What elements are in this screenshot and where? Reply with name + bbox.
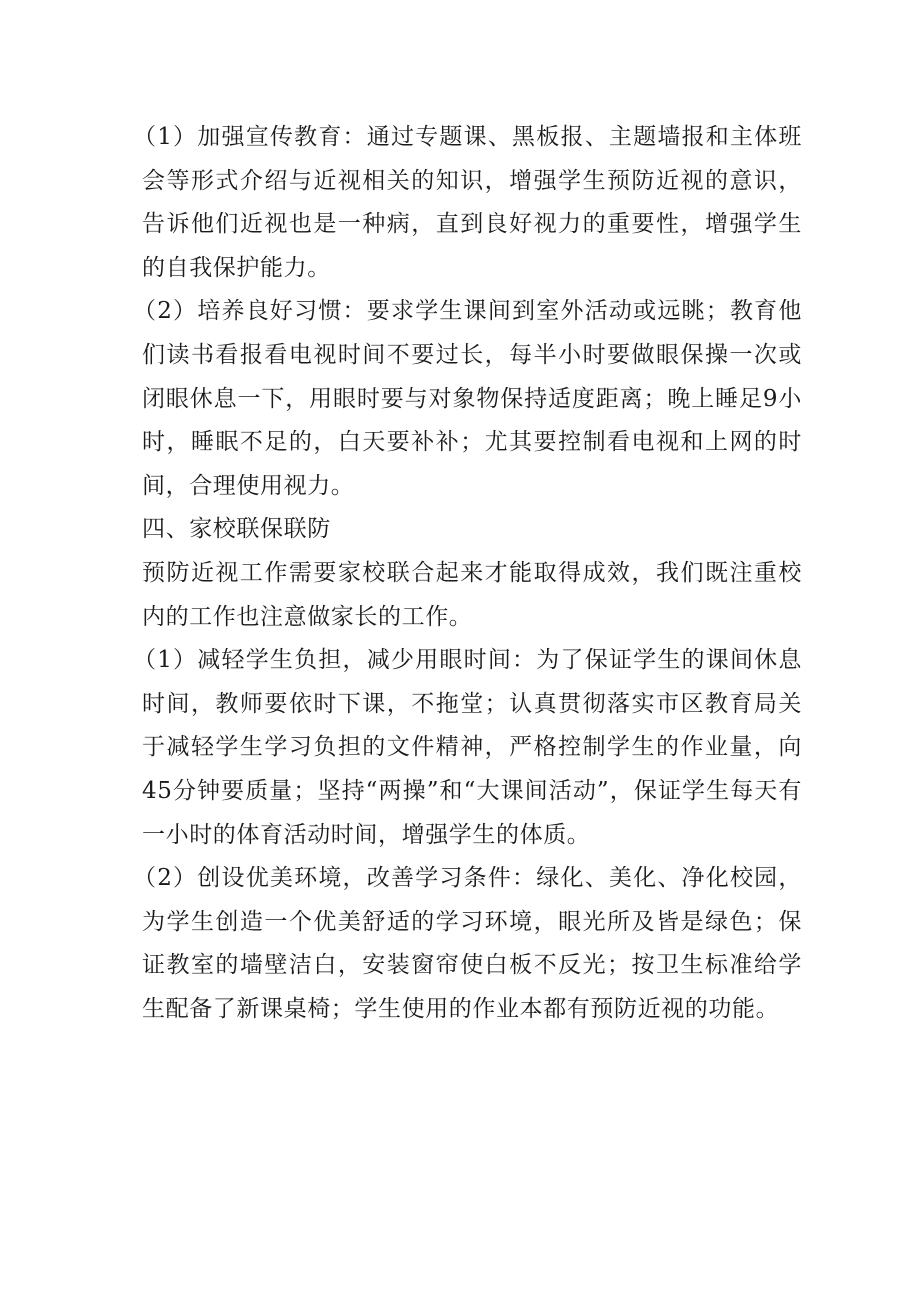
section-heading-home-school: 四、家校联保联防: [142, 516, 331, 543]
paragraph-reduce-burden: （1）减轻学生负担，减少用眼时间：为了保证学生的课间休息时间，教师要依时下课，不拖堂；认真贯彻落实市区教育局关于减轻学生学习负担的文件精神，严格控制学生的作业量，向45分钟要质量；坚持“两操”和“大课间活动”，保证学生每天有一小时的体育活动时间，增强学生的体质。: [133, 647, 802, 848]
document-page: [133, 116, 802, 1031]
paragraph-home-school-intro: 预防近视工作需要家校联合起来才能取得成效，我们既注重校内的工作也注意做家长的工作。: [142, 559, 802, 630]
paragraph-environment: （2）创设优美环境，改善学习条件：绿化、美化、净化校园，为学生创造一个优美舒适的学习环境，眼光所及皆是绿色；保证教室的墙壁洁白，安装窗帘使白板不反光；按卫生标准给学生配备了新课桌椅；学生使用的作业本都有预防近视的功能。: [133, 865, 802, 1022]
paragraph-publicity-education: （1）加强宣传教育：通过专题课、黑板报、主题墙报和主体班会等形式介绍与近视相关的知识，增强学生预防近视的意识，告诉他们近视也是一种病，直到良好视力的重要性，增强学生的自我保护能力。: [133, 124, 802, 281]
paragraph-good-habits: （2）培养良好习惯：要求学生课间到室外活动或远眺；教育他们读书看报看电视时间不要过长，每半小时要做眼保操一次或闭眼休息一下，用眼时要与对象物保持适度距离；晚上睡足9小时，睡眠不足的，白天要补补；尤其要控制看电视和上网的时间，合理使用视力。: [133, 298, 802, 499]
